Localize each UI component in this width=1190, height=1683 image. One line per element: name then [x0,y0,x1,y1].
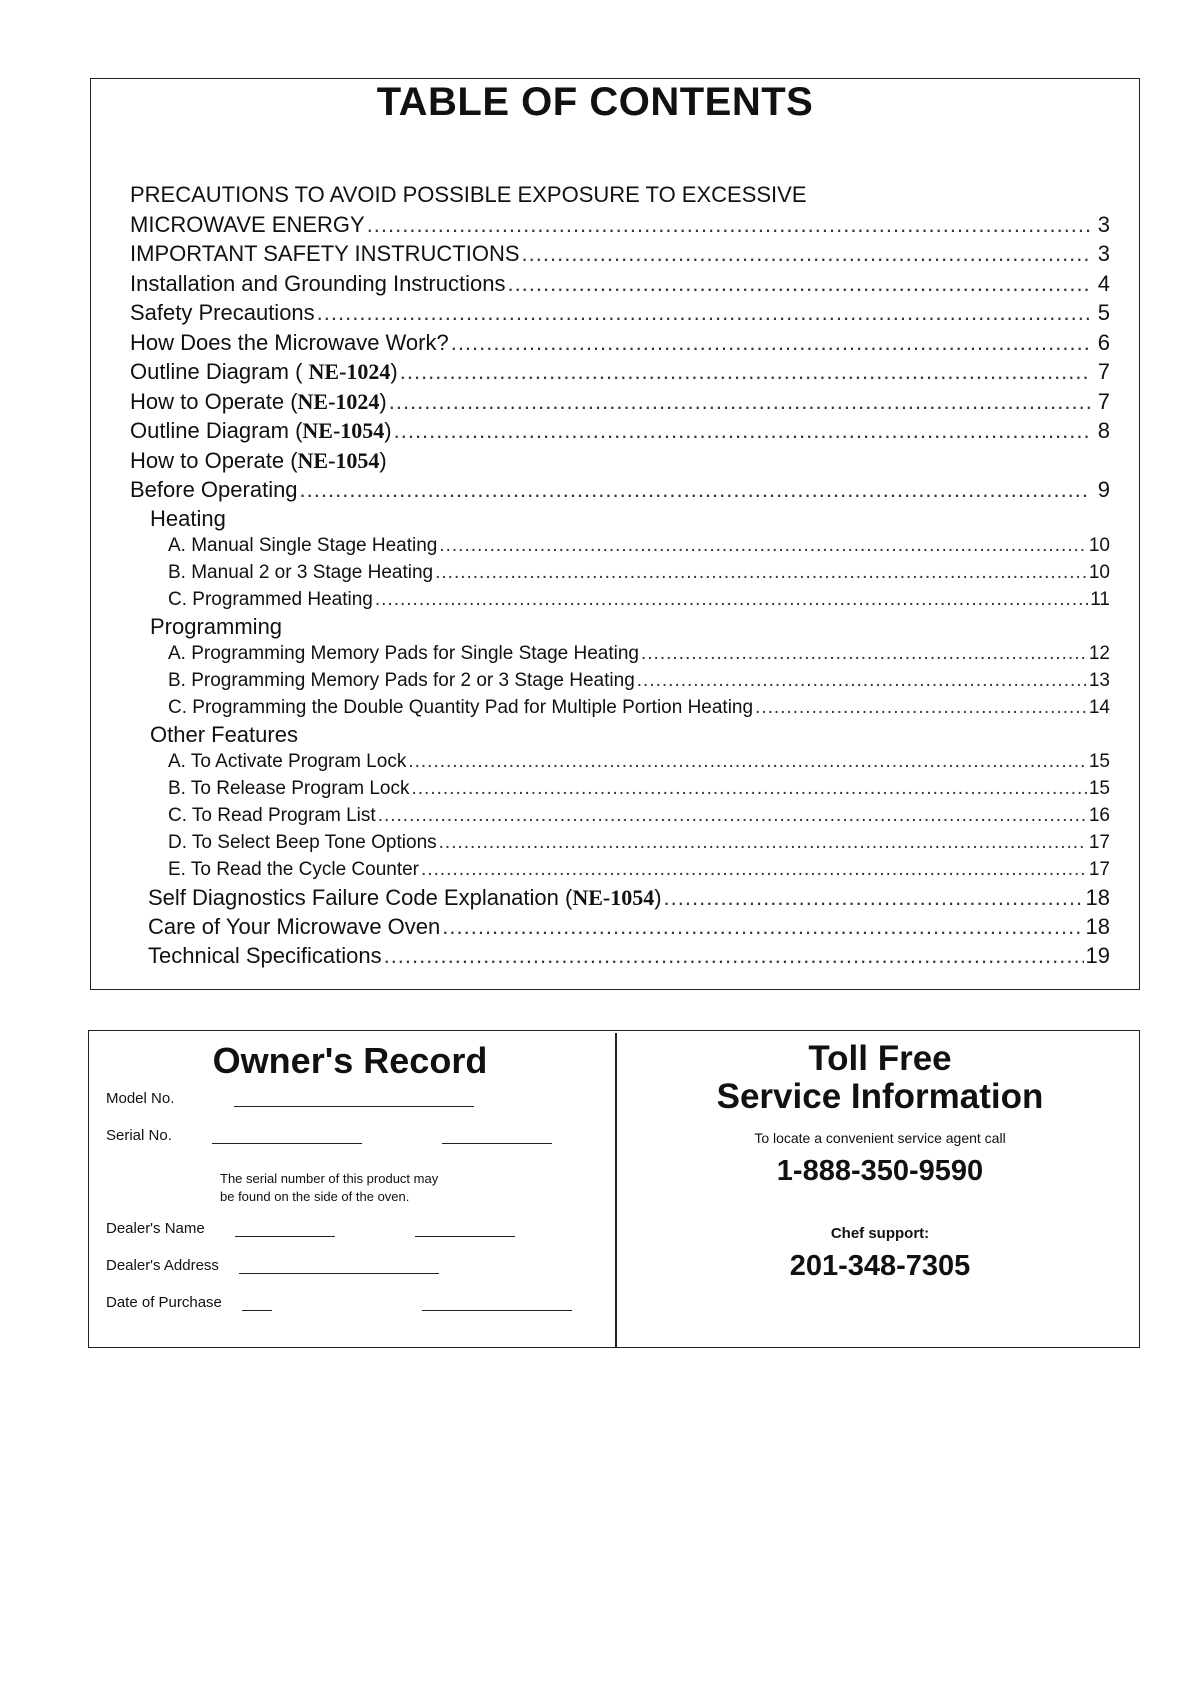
service-locate-text: To locate a convenient service agent call [754,1130,1006,1146]
box-divider [615,1033,617,1348]
toc-entry[interactable]: A. Manual Single Stage Heating ..... 10 [130,532,1110,559]
toc-entry[interactable]: B. Manual 2 or 3 Stage Heating ..... 10 [130,559,1110,586]
toc-entry[interactable]: PRECAUTIONS TO AVOID POSSIBLE EXPOSURE TO EXCESSIVE [130,182,807,207]
toc-entry[interactable]: Self Diagnostics Failure Code Explanation (NE-1054) ..... 18 [130,883,1110,912]
toc-title: TABLE OF CONTENTS [0,80,1190,125]
dealer-address-line[interactable] [239,1259,439,1274]
toc-entry[interactable]: B. To Release Program Lock ..... 15 [130,775,1110,802]
dealer-name-line[interactable] [235,1222,335,1237]
dealer-name-field[interactable]: Dealer's Name [106,1220,515,1237]
purchase-date-line[interactable] [242,1296,272,1311]
toc-entry[interactable]: C. Programmed Heating ..... 11 [130,586,1110,613]
toc-entry[interactable]: A. Programming Memory Pads for Single Stage Heating ..... 12 [130,640,1110,667]
toc-list [130,180,1110,970]
toc-entry[interactable]: C. To Read Program List ..... 16 [130,802,1110,829]
model-number-field[interactable]: Model No. [106,1090,474,1107]
toc-entry[interactable]: A. To Activate Program Lock ..... 15 [130,748,1110,775]
serial-number-note: The serial number of this product may be found on the side of the oven. [220,1171,439,1204]
toc-entry[interactable]: Technical Specifications ..... 19 [130,941,1110,970]
chef-support-number[interactable]: 201-348-7305 [789,1250,971,1282]
toc-entry[interactable]: How to Operate (NE-1024) ..... 7 [130,387,1110,417]
toc-entry[interactable]: D. To Select Beep Tone Options ..... 17 [130,829,1110,856]
toc-entry[interactable]: B. Programming Memory Pads for 2 or 3 Stage Heating ..... 13 [130,667,1110,694]
toc-entry[interactable]: How to Operate (NE-1054) [130,447,387,473]
chef-support-label: Chef support: [830,1225,930,1242]
toc-entry[interactable]: Installation and Grounding Instructions ..... 4 [130,269,1110,299]
toc-section-programming: Programming [150,613,283,639]
toc-entry[interactable]: IMPORTANT SAFETY INSTRUCTIONS ..... 3 [130,239,1110,269]
toc-entry[interactable]: Care of Your Microwave Oven ..... 18 [130,912,1110,941]
toc-entry[interactable]: C. Programming the Double Quantity Pad for Multiple Portion Heating ..... 14 [130,694,1110,721]
toc-entry[interactable]: E. To Read the Cycle Counter ..... 17 [130,856,1110,883]
toc-entry[interactable]: Before Operating ..... 9 [130,475,1110,505]
toc-section-other-features: Other Features [150,721,298,747]
serial-number-line-2[interactable] [442,1129,552,1144]
service-title: Toll Free Service Information [716,1039,1044,1116]
dealer-name-line-2[interactable] [415,1222,515,1237]
toll-free-number[interactable]: 1-888-350-9590 [776,1155,984,1187]
serial-number-line[interactable] [212,1129,362,1144]
dealer-address-field[interactable]: Dealer's Address [106,1257,439,1274]
purchase-date-field[interactable]: Date of Purchase [106,1294,572,1311]
toc-entry[interactable]: MICROWAVE ENERGY ..... 3 [130,210,1110,240]
toc-entry[interactable]: Outline Diagram ( NE-1024) ..... 7 [130,357,1110,387]
toc-section-heating: Heating [150,505,226,531]
serial-number-field[interactable]: Serial No. [106,1127,552,1144]
toc-entry[interactable]: Outline Diagram (NE-1054) ..... 8 [130,416,1110,446]
toc-entry[interactable]: Safety Precautions ..... 5 [130,298,1110,328]
model-number-line[interactable] [234,1092,474,1107]
owner-record-title: Owner's Record [212,1040,488,1081]
toc-entry[interactable]: How Does the Microwave Work? ..... 6 [130,328,1110,358]
purchase-date-line-2[interactable] [422,1296,572,1311]
